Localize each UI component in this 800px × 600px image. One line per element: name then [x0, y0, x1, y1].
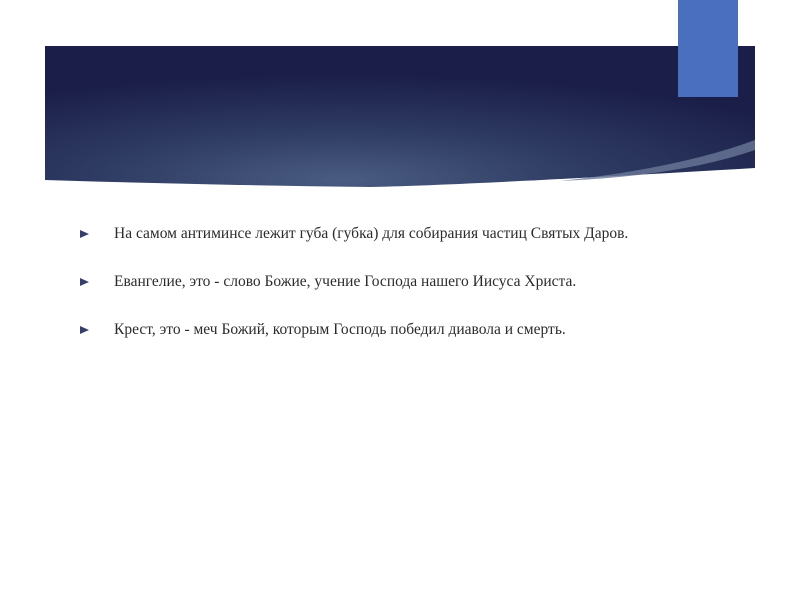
accent-tab	[678, 0, 738, 97]
triangle-right-icon	[80, 326, 89, 334]
bullet-list	[80, 220, 640, 364]
header-band-shape	[45, 46, 755, 187]
bullet-item	[80, 316, 640, 344]
bullet-text: Крест, это - меч Божий, которым Господь победил диавола и смерть.	[114, 321, 566, 338]
bullet-text: На самом антиминсе лежит губа (губка) для собирания частиц Святых Даров.	[114, 225, 629, 242]
triangle-right-icon	[80, 278, 89, 286]
triangle-right-icon	[80, 230, 89, 238]
bullet-text: Евангелие, это - слово Божие, учение Господа нашего Иисуса Христа.	[114, 273, 577, 290]
bullet-item	[80, 268, 640, 296]
bullet-item	[80, 220, 640, 248]
